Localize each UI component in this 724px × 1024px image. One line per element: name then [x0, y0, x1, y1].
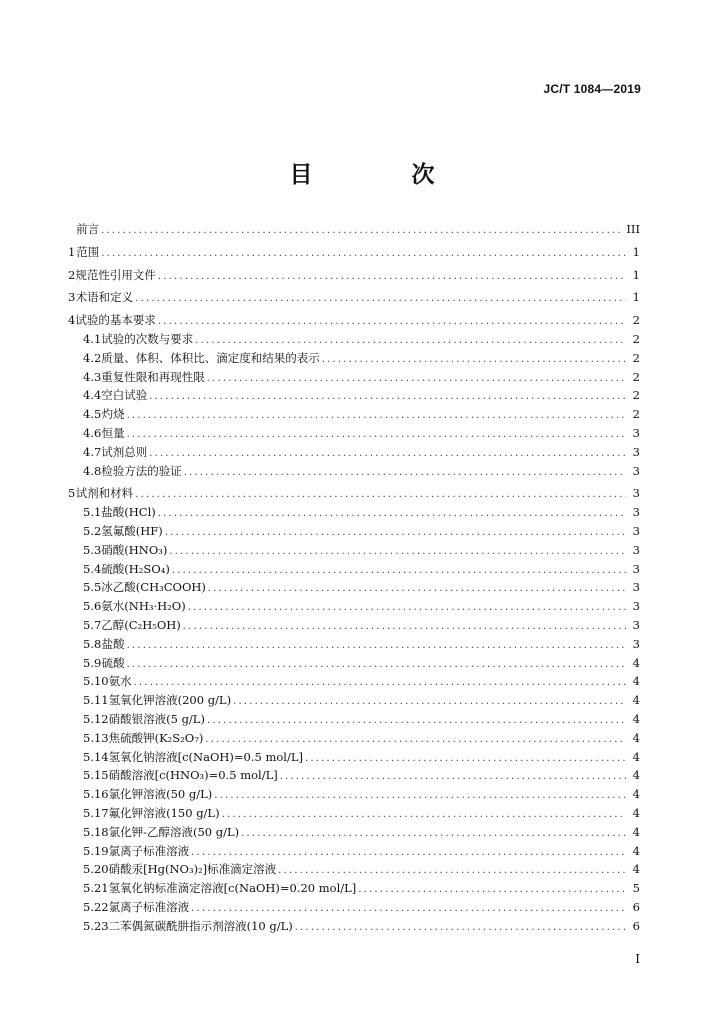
toc-entry[interactable] — [68, 785, 640, 804]
toc-entry-page: 4 — [632, 749, 640, 764]
toc-entry-title: 氯化钾溶液(50 g/L) — [108, 787, 213, 802]
toc-entry-title: 盐酸(HCl) — [101, 505, 156, 520]
toc-entry-number: 3 — [68, 290, 76, 305]
toc-entry-page: 4 — [632, 824, 640, 839]
toc-entry-title: 恒量 — [101, 425, 125, 440]
toc-dot-leader — [188, 599, 626, 618]
toc-entry-page: 6 — [632, 918, 640, 933]
toc-entry-title: 规范性引用文件 — [75, 267, 156, 282]
toc-dot-leader — [322, 351, 626, 370]
toc-entry[interactable] — [68, 823, 640, 842]
toc-entry-title: 焦硫酸钾(K₂S₂O₇) — [108, 730, 204, 745]
toc-entry[interactable] — [68, 522, 640, 541]
toc-entry[interactable] — [68, 898, 640, 917]
toc-entry[interactable] — [68, 766, 640, 785]
toc-entry[interactable] — [68, 748, 640, 767]
toc-dot-leader — [127, 407, 626, 426]
toc-entry-page: 3 — [632, 463, 640, 478]
toc-dot-leader — [214, 787, 626, 806]
toc-entry-number: 5.6 — [83, 599, 102, 614]
toc-entry-number: 5.13 — [83, 730, 109, 745]
toc-entry-page: 3 — [632, 444, 640, 459]
toc-entry-number: 4 — [68, 313, 76, 328]
toc-entry[interactable] — [68, 672, 640, 691]
toc-entry-page: 4 — [632, 843, 640, 858]
toc-dot-leader — [101, 245, 626, 264]
toc-entry[interactable] — [68, 597, 640, 616]
toc-entry-title: 盐酸 — [101, 636, 125, 651]
toc-entry-page: 2 — [632, 388, 640, 403]
toc-entry[interactable] — [68, 842, 640, 861]
toc-entry-page: 4 — [632, 768, 640, 783]
toc-entry-page: 4 — [632, 730, 640, 745]
toc-entry-title: 试剂和材料 — [75, 486, 134, 501]
toc-entry[interactable] — [68, 288, 640, 307]
toc-entry-page: 4 — [632, 655, 640, 670]
toc-dot-leader — [208, 580, 626, 599]
toc-dot-leader — [222, 806, 626, 825]
toc-entry-number: 5.20 — [83, 862, 109, 877]
toc-entry-number: 5.5 — [83, 580, 102, 595]
toc-entry-title: 质量、体积、体积比、滴定度和结果的表示 — [101, 350, 320, 365]
toc-entry-number: 5.8 — [83, 636, 102, 651]
toc-dot-leader — [158, 268, 626, 287]
toc-entry-page: 3 — [632, 486, 640, 501]
toc-entry-title: 冰乙酸(CH₃COOH) — [101, 580, 206, 595]
toc-entry-title: 氯离子标准溶液 — [108, 843, 190, 858]
toc-entry-title: 试验的次数与要求 — [101, 331, 194, 346]
toc-entry[interactable] — [68, 917, 640, 936]
toc-entry[interactable] — [68, 330, 640, 349]
toc-dot-leader — [172, 562, 626, 581]
toc-entry-page: 3 — [632, 599, 640, 614]
toc-entry-title: 术语和定义 — [75, 290, 134, 305]
toc-entry-title: 硫酸(H₂SO₄) — [101, 561, 170, 576]
toc-entry-title: 氯离子标准溶液 — [108, 899, 190, 914]
toc-entry-title: 硝酸(HNO₃) — [101, 542, 168, 557]
toc-entry-page: III — [626, 222, 640, 236]
toc-entry-page: 3 — [632, 636, 640, 651]
toc-dot-leader — [127, 637, 626, 656]
toc-entry-title: 氯化钾-乙醇溶液(50 g/L) — [108, 824, 240, 839]
toc-entry-number: 4.8 — [83, 463, 102, 478]
toc-entry-title: 重复性限和再现性限 — [101, 369, 205, 384]
toc-entry-page: 4 — [632, 805, 640, 820]
toc-entry-page: 3 — [632, 561, 640, 576]
toc-entry-title: 前言 — [76, 222, 100, 236]
toc-entry-number: 5.21 — [83, 881, 109, 896]
toc-dot-leader — [149, 388, 626, 407]
toc-entry-number: 4.2 — [83, 350, 102, 365]
toc-entry-title: 二苯偶氮碳酰肼指示剂溶液(10 g/L) — [108, 918, 293, 933]
toc-dot-leader — [127, 656, 626, 675]
toc-entry-title: 氨水 — [108, 674, 132, 689]
toc-entry-number: 5.17 — [83, 805, 109, 820]
toc-dot-leader — [127, 426, 626, 445]
toc-entry-title: 检验方法的验证 — [101, 463, 182, 478]
toc-entry-page: 4 — [632, 862, 640, 877]
toc-entry-page: 5 — [632, 881, 640, 896]
toc-entry[interactable] — [68, 386, 640, 405]
toc-dot-leader — [207, 370, 626, 389]
toc-entry-number: 2 — [68, 267, 76, 282]
toc-entry[interactable] — [68, 484, 640, 503]
toc-entry-title: 试剂总则 — [101, 444, 148, 459]
toc-entry-number: 5.4 — [83, 561, 102, 576]
page-title: 目 次 — [289, 162, 473, 188]
toc-entry-number: 4.5 — [83, 407, 102, 422]
toc-entry-page: 1 — [632, 290, 640, 305]
toc-entry-page: 3 — [632, 617, 640, 632]
toc-entry[interactable] — [68, 368, 640, 387]
toc-entry-title: 范围 — [76, 244, 100, 259]
toc-entry-page: 1 — [632, 267, 640, 282]
toc-entry[interactable] — [68, 635, 640, 654]
toc-entry-page: 2 — [632, 331, 640, 346]
toc-entry-number: 5.2 — [83, 523, 102, 538]
toc-entry-number: 5.1 — [83, 505, 102, 520]
toc-entry-number: 5.7 — [83, 617, 102, 632]
toc-dot-leader — [280, 768, 626, 787]
toc-entry-page: 2 — [632, 350, 640, 365]
toc-entry-page: 6 — [632, 899, 640, 914]
toc-entry[interactable] — [68, 503, 640, 522]
toc-dot-leader — [135, 290, 626, 309]
toc-entry-number: 5.23 — [83, 918, 109, 933]
toc-entry-title: 氢氧化钠标准滴定溶液[c(NaOH)=0.20 mol/L] — [108, 881, 357, 896]
toc-entry-number: 5.11 — [83, 693, 109, 708]
toc-dot-leader — [158, 313, 626, 332]
toc-entry[interactable] — [68, 654, 640, 673]
table-of-contents — [68, 220, 640, 935]
toc-entry-number: 5.10 — [83, 674, 109, 689]
toc-entry-number: 5.16 — [83, 787, 109, 802]
toc-entry-number: 4.7 — [83, 444, 102, 459]
toc-entry[interactable] — [68, 804, 640, 823]
toc-dot-leader — [158, 505, 626, 524]
toc-entry-page: 4 — [632, 787, 640, 802]
toc-entry-number: 5.15 — [83, 768, 109, 783]
toc-entry[interactable] — [68, 462, 640, 481]
toc-entry[interactable] — [68, 729, 640, 748]
toc-entry[interactable] — [68, 616, 640, 635]
toc-dot-leader — [241, 825, 626, 844]
toc-entry[interactable] — [68, 266, 640, 285]
toc-dot-leader — [165, 524, 626, 543]
toc-entry-page: 3 — [632, 542, 640, 557]
toc-entry-page: 3 — [632, 505, 640, 520]
toc-entry-number: 4.6 — [83, 425, 102, 440]
toc-entry[interactable] — [68, 349, 640, 368]
toc-dot-leader — [184, 464, 626, 483]
toc-entry[interactable] — [68, 443, 640, 462]
toc-dot-leader — [101, 222, 622, 241]
toc-dot-leader — [233, 693, 626, 712]
toc-entry-page: 3 — [632, 580, 640, 595]
toc-entry-page: 4 — [632, 674, 640, 689]
toc-entry-title: 氢氧化钾溶液(200 g/L) — [108, 693, 232, 708]
toc-dot-leader — [183, 618, 626, 637]
toc-entry-page: 3 — [632, 425, 640, 440]
toc-entry[interactable] — [68, 578, 640, 597]
toc-entry-number: 5.9 — [83, 655, 102, 670]
toc-entry-number: 1 — [68, 244, 76, 259]
toc-entry-title: 灼烧 — [101, 407, 125, 422]
toc-entry-title: 氨水(NH₃·H₂O) — [101, 599, 186, 614]
toc-entry[interactable] — [68, 691, 640, 710]
toc-entry-title: 氟化钾溶液(150 g/L) — [108, 805, 220, 820]
toc-entry-title: 硝酸银溶液(5 g/L) — [108, 711, 205, 726]
toc-entry-number: 4.4 — [83, 388, 102, 403]
toc-entry[interactable] — [68, 243, 640, 262]
toc-dot-leader — [169, 543, 626, 562]
standard-code: JC/T 1084—2019 — [543, 82, 641, 96]
toc-entry-number: 5 — [68, 486, 76, 501]
toc-entry[interactable] — [68, 879, 640, 898]
toc-entry-number: 5.3 — [83, 542, 102, 557]
toc-entry-number: 5.14 — [83, 749, 109, 764]
toc-entry-page: 2 — [632, 369, 640, 384]
page-number: I — [635, 952, 640, 966]
toc-dot-leader — [207, 712, 626, 731]
toc-entry-page: 2 — [632, 407, 640, 422]
toc-entry[interactable] — [68, 424, 640, 443]
toc-entry[interactable] — [68, 860, 640, 879]
toc-dot-leader — [358, 881, 626, 900]
toc-entry-title: 试验的基本要求 — [75, 313, 156, 328]
toc-entry[interactable] — [68, 220, 640, 239]
toc-entry[interactable] — [68, 541, 640, 560]
toc-entry-page: 4 — [632, 693, 640, 708]
toc-entry-number: 5.19 — [83, 843, 109, 858]
toc-entry-title: 乙醇(C₂H₅OH) — [101, 617, 181, 632]
toc-entry-title: 硫酸 — [101, 655, 125, 670]
toc-entry-number: 4.1 — [83, 331, 102, 346]
toc-entry-number: 5.12 — [83, 711, 109, 726]
toc-entry[interactable] — [68, 405, 640, 424]
toc-entry-number: 5.22 — [83, 899, 109, 914]
toc-entry-page: 1 — [632, 244, 640, 259]
toc-dot-leader — [149, 445, 626, 464]
toc-entry-title: 硝酸汞[Hg(NO₃)₂]标准滴定溶液 — [108, 862, 277, 877]
toc-entry-title: 氢氟酸(HF) — [101, 523, 163, 538]
toc-entry-title: 氢氧化钠溶液[c(NaOH)=0.5 mol/L] — [108, 749, 303, 764]
toc-entry-page: 3 — [632, 523, 640, 538]
toc-dot-leader — [295, 919, 626, 938]
toc-entry[interactable] — [68, 560, 640, 579]
toc-entry[interactable] — [68, 311, 640, 330]
toc-entry-number: 4.3 — [83, 369, 102, 384]
toc-dot-leader — [135, 486, 626, 505]
toc-entry-page: 2 — [632, 313, 640, 328]
toc-entry-title: 硝酸溶液[c(HNO₃)=0.5 mol/L] — [108, 768, 278, 783]
toc-entry-title: 空白试验 — [101, 388, 148, 403]
toc-entry-page: 4 — [632, 711, 640, 726]
toc-dot-leader — [305, 750, 626, 769]
toc-entry-number: 5.18 — [83, 824, 109, 839]
toc-entry[interactable] — [68, 710, 640, 729]
